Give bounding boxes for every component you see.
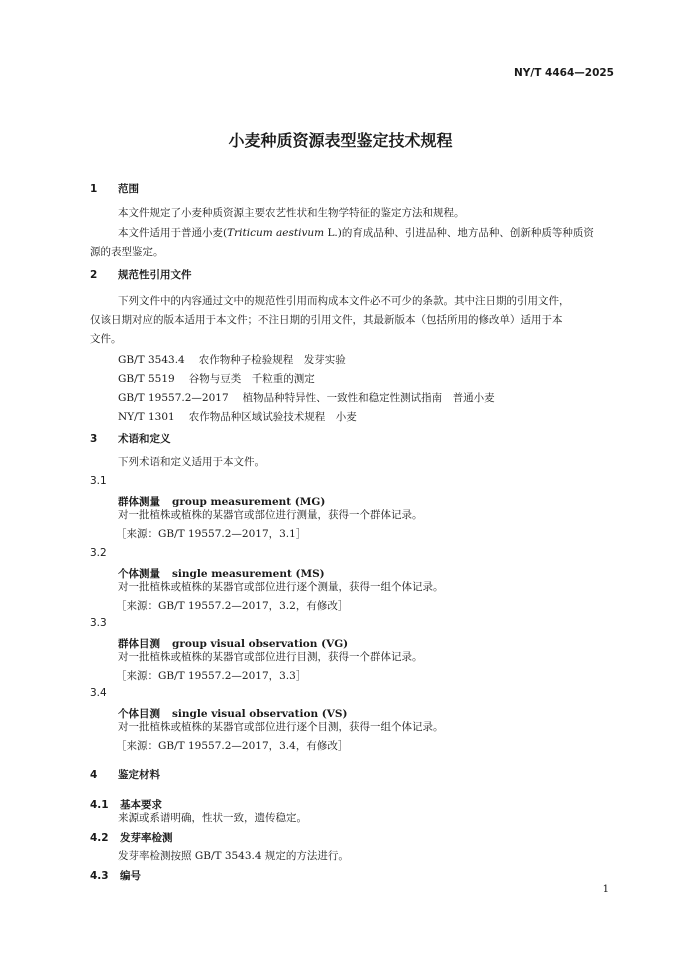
term-source: ［来源：GB/T 19557.2—2017，3.2，有修改］ xyxy=(116,600,349,612)
text: 本文件适用于普通小麦( xyxy=(118,227,228,239)
reference-code: NY/T 1301 xyxy=(118,411,175,423)
page-number: 1 xyxy=(602,884,609,895)
latin-name: Triticum aestivum xyxy=(227,227,325,239)
term-source: ［来源：GB/T 19557.2—2017，3.4，有修改］ xyxy=(116,740,349,752)
term-definition: 对一批植株或植株的某器官或部位进行测量，获得一个群体记录。 xyxy=(118,509,423,521)
subsection-title: 基本要求 xyxy=(120,799,162,811)
section-title: 范围 xyxy=(118,183,139,195)
term-en: group measurement (MG) xyxy=(172,496,326,508)
reference-item xyxy=(118,371,329,386)
term-number: 3.1 xyxy=(90,475,107,487)
text: L.)的育成品种、引进品种、地方品种、创新种质等种质资 xyxy=(324,227,594,239)
section-title: 鉴定材料 xyxy=(118,769,160,781)
subsection-number: 4.3 xyxy=(90,870,109,882)
terms-intro: 下列术语和定义适用于本文件。 xyxy=(118,456,265,468)
term-zh: 群体目测 xyxy=(118,638,160,650)
term-definition: 对一批植株或植株的某器官或部位进行逐个测量，获得一组个体记录。 xyxy=(118,581,444,593)
term-zh: 群体测量 xyxy=(118,496,160,508)
section-2-heading xyxy=(90,267,192,282)
term-zh: 个体目测 xyxy=(118,708,160,720)
term-zh: 个体测量 xyxy=(118,568,160,580)
reference-code: GB/T 19557.2—2017 xyxy=(118,392,229,404)
section-title: 规范性引用文件 xyxy=(118,269,192,281)
section-number: 2 xyxy=(90,269,98,281)
term-number: 3.3 xyxy=(90,617,107,629)
reference-title: 植物品种特异性、一致性和稳定性测试指南 普通小麦 xyxy=(242,392,495,404)
term-source: ［来源：GB/T 19557.2—2017，3.3］ xyxy=(116,670,307,682)
subsection-number: 4.2 xyxy=(90,832,109,844)
section-number: 3 xyxy=(90,433,98,445)
reference-item xyxy=(118,352,360,367)
term-en: single measurement (MS) xyxy=(172,568,325,580)
term-en: group visual observation (VG) xyxy=(172,638,349,650)
subsection-title: 发芽率检测 xyxy=(120,832,173,844)
normative-para-line-1: 下列文件中的内容通过文中的规范性引用而构成本文件必不可少的条款。其中注日期的引用文件， xyxy=(118,295,570,307)
subsection-title: 编号 xyxy=(120,870,141,882)
normative-para-line-3: 文件。 xyxy=(90,333,122,345)
reference-title: 农作物品种区域试验技术规程 小麦 xyxy=(188,411,357,423)
reference-item xyxy=(118,409,371,424)
section-1-heading xyxy=(90,181,139,196)
scope-para-1: 本文件规定了小麦种质资源主要农艺性状和生物学特征的鉴定方法和规程。 xyxy=(118,207,465,219)
reference-code: GB/T 3543.4 xyxy=(118,354,185,366)
section-title: 术语和定义 xyxy=(118,433,171,445)
term-number: 3.4 xyxy=(90,687,107,699)
subsection-4-2-text: 发芽率检测按照 GB/T 3543.4 规定的方法进行。 xyxy=(118,850,349,862)
scope-para-2 xyxy=(118,223,594,243)
subsection-number: 4.1 xyxy=(90,799,109,811)
section-4-heading xyxy=(90,767,160,782)
reference-item xyxy=(118,390,509,405)
term-definition: 对一批植株或植株的某器官或部位进行逐个目测，获得一组个体记录。 xyxy=(118,721,444,733)
section-3-heading xyxy=(90,431,171,446)
term-source: ［来源：GB/T 19557.2—2017，3.1］ xyxy=(116,528,307,540)
reference-title: 谷物与豆类 千粒重的测定 xyxy=(188,373,315,385)
section-number: 1 xyxy=(90,183,98,195)
scope-para-2-cont: 源的表型鉴定。 xyxy=(90,246,164,258)
reference-title: 农作物种子检验规程 发芽实验 xyxy=(198,354,346,366)
term-number: 3.2 xyxy=(90,547,107,559)
term-en: single visual observation (VS) xyxy=(172,708,348,720)
term-definition: 对一批植株或植株的某器官或部位进行目测，获得一个群体记录。 xyxy=(118,651,423,663)
normative-para-line-2: 仅该日期对应的版本适用于本文件；不注日期的引用文件，其最新版本（包括所用的修改单）适用于本 xyxy=(90,314,563,326)
subsection-4-3-heading xyxy=(90,868,141,883)
reference-code: GB/T 5519 xyxy=(118,373,175,385)
document-code: NY/T 4464—2025 xyxy=(514,67,614,79)
subsection-4-1-text: 来源或系谱明确，性状一致，遗传稳定。 xyxy=(118,812,307,824)
section-number: 4 xyxy=(90,769,98,781)
page-title: 小麦种质资源表型鉴定技术规程 xyxy=(228,131,453,150)
subsection-4-2-heading xyxy=(90,830,173,845)
